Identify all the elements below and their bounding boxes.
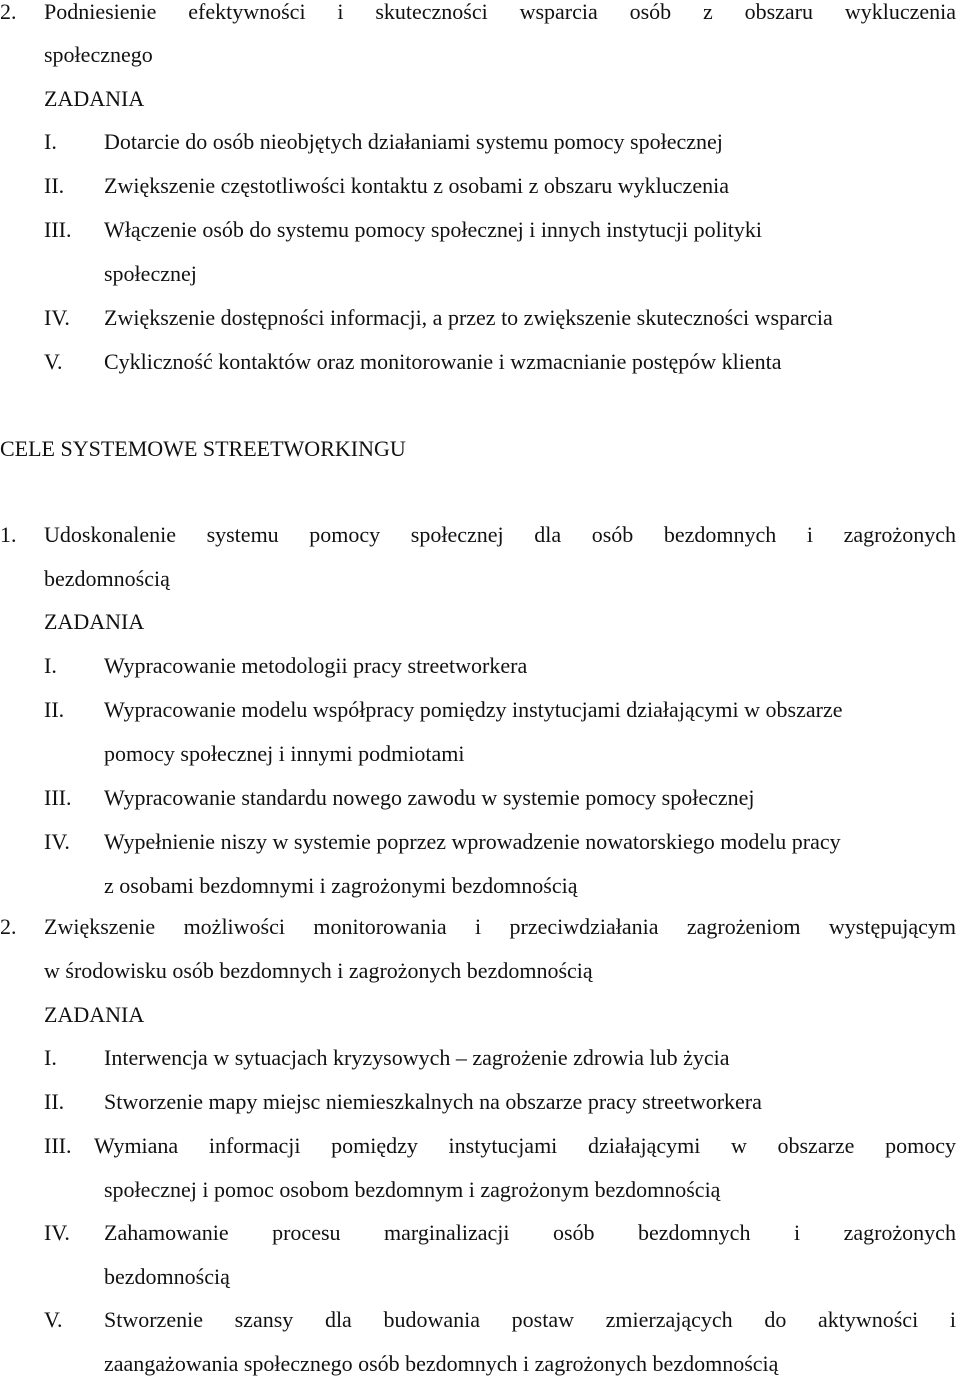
task-number: III. bbox=[44, 217, 72, 242]
justified-word: z bbox=[702, 0, 713, 24]
heading-number: 2. bbox=[0, 0, 17, 24]
justified-word: systemu bbox=[206, 522, 279, 547]
justified-word: szansy bbox=[234, 1307, 294, 1332]
task-text-continued: pomocy społecznej i innymi podmiotami bbox=[104, 741, 465, 766]
justified-word: dla bbox=[324, 1307, 352, 1332]
task-text: Dotarcie do osób nieobjętych działaniami systemu pomocy społecznej bbox=[104, 129, 723, 154]
justified-word: i bbox=[337, 0, 344, 24]
task-text: Wypracowanie standardu nowego zawodu w systemie pomocy społecznej bbox=[104, 785, 755, 810]
justified-word: postaw bbox=[511, 1307, 574, 1332]
task-text: Stworzenie mapy miejsc niemieszkalnych na obszarze pracy streetworkera bbox=[104, 1089, 762, 1114]
justified-word: pomocy bbox=[309, 522, 381, 547]
task-number: V. bbox=[44, 349, 63, 374]
justified-word: budowania bbox=[383, 1307, 481, 1332]
task-text: Cykliczność kontaktów oraz monitorowanie i wzmacnianie postępów klienta bbox=[104, 349, 782, 374]
heading-text-continued: społecznego bbox=[44, 42, 153, 67]
task-number: II. bbox=[44, 173, 65, 198]
justified-word: osób bbox=[629, 0, 672, 24]
task-text-continued: społecznej bbox=[104, 261, 197, 286]
task-text: Wypracowanie modelu współpracy pomiędzy instytucjami działającymi w obszarze bbox=[104, 697, 843, 722]
justified-word: Zahamowanie bbox=[104, 1220, 229, 1245]
section-title: CELE SYSTEMOWE STREETWORKINGU bbox=[0, 436, 406, 461]
justified-word: w bbox=[730, 1133, 747, 1158]
justified-word: osób bbox=[552, 1220, 595, 1245]
justified-word: pomiędzy bbox=[331, 1133, 418, 1158]
task-number: II. bbox=[44, 697, 65, 722]
task-text: Wypełnienie niszy w systemie poprzez wprowadzenie nowatorskiego modelu pracy bbox=[104, 829, 841, 854]
task-number: III. bbox=[44, 785, 72, 810]
task-text: Wypracowanie metodologii pracy streetworkera bbox=[104, 653, 528, 678]
task-number: II. bbox=[44, 1089, 65, 1114]
task-number: IV. bbox=[44, 829, 70, 854]
justified-word: społecznej bbox=[410, 522, 504, 547]
justified-word: i bbox=[949, 1307, 956, 1332]
justified-word: zagrożonych bbox=[843, 522, 956, 547]
justified-word: Wymiana bbox=[94, 1133, 179, 1158]
justified-word: Stworzenie bbox=[104, 1307, 203, 1332]
task-text: Zwiększenie częstotliwości kontaktu z osobami z obszaru wykluczenia bbox=[104, 173, 729, 198]
goal-number: 1. bbox=[0, 522, 17, 547]
tasks-label: ZADANIA bbox=[44, 609, 145, 634]
task-text: Interwencja w sytuacjach kryzysowych – zagrożenie zdrowia lub życia bbox=[104, 1045, 730, 1070]
goal-text bbox=[44, 520, 956, 550]
justified-word: zagrożonych bbox=[843, 1220, 956, 1245]
task-text bbox=[94, 1131, 956, 1161]
justified-word: obszaru bbox=[744, 0, 813, 24]
justified-word: informacji bbox=[208, 1133, 301, 1158]
justified-word: działającymi bbox=[587, 1133, 701, 1158]
tasks-label: ZADANIA bbox=[44, 1002, 145, 1027]
task-number: IV. bbox=[44, 305, 70, 330]
justified-word: Udoskonalenie bbox=[44, 522, 176, 547]
justified-word: bezdomnych bbox=[638, 1220, 751, 1245]
task-number: III. bbox=[44, 1133, 72, 1158]
task-text: Zwiększenie dostępności informacji, a przez to zwiększenie skuteczności wsparcia bbox=[104, 305, 833, 330]
justified-word: i bbox=[793, 1220, 801, 1245]
task-number: IV. bbox=[44, 1220, 70, 1245]
justified-word: skuteczności bbox=[375, 0, 488, 24]
justified-word: aktywności bbox=[817, 1307, 919, 1332]
justified-word: i bbox=[806, 522, 813, 547]
justified-word: efektywności bbox=[188, 0, 306, 24]
justified-word: zagrożeniom bbox=[686, 914, 801, 939]
task-text bbox=[104, 1218, 956, 1248]
justified-word: wsparcia bbox=[519, 0, 598, 24]
task-number: I. bbox=[44, 653, 57, 678]
justified-word: przeciwdziałania bbox=[509, 914, 659, 939]
task-number: I. bbox=[44, 129, 57, 154]
justified-word: Zwiększenie bbox=[44, 914, 156, 939]
justified-word: procesu bbox=[272, 1220, 341, 1245]
task-number: I. bbox=[44, 1045, 57, 1070]
justified-word: marginalizacji bbox=[384, 1220, 510, 1245]
justified-word: obszarze bbox=[777, 1133, 855, 1158]
task-text-continued: społecznej i pomoc osobom bezdomnym i zagrożonym bezdomnością bbox=[104, 1177, 721, 1202]
heading-text bbox=[44, 0, 956, 27]
justified-word: dla bbox=[534, 522, 562, 547]
justified-word: monitorowania bbox=[313, 914, 447, 939]
task-text-continued: z osobami bezdomnymi i zagrożonymi bezdomnością bbox=[104, 873, 578, 898]
justified-word: występującym bbox=[828, 914, 956, 939]
justified-word: zmierzających bbox=[605, 1307, 733, 1332]
justified-word: wykluczenia bbox=[844, 0, 956, 24]
goal-text-continued: bezdomnością bbox=[44, 566, 170, 591]
goal-text bbox=[44, 912, 956, 942]
justified-word: do bbox=[764, 1307, 787, 1332]
task-text: Włączenie osób do systemu pomocy społecznej i innych instytucji polityki bbox=[104, 217, 763, 242]
justified-word: osób bbox=[591, 522, 634, 547]
task-text-continued: bezdomnością bbox=[104, 1264, 230, 1289]
justified-word: Podniesienie bbox=[44, 0, 157, 24]
task-text-continued: zaangażowania społecznego osób bezdomnych i zagrożonych bezdomnością bbox=[104, 1351, 779, 1376]
justified-word: bezdomnych bbox=[663, 522, 777, 547]
goal-text-continued: w środowisku osób bezdomnych i zagrożonych bezdomnością bbox=[44, 958, 593, 983]
justified-word: możliwości bbox=[183, 914, 285, 939]
justified-word: pomocy bbox=[885, 1133, 956, 1158]
task-text bbox=[104, 1305, 956, 1335]
justified-word: i bbox=[474, 914, 482, 939]
goal-number: 2. bbox=[0, 914, 17, 939]
tasks-label: ZADANIA bbox=[44, 86, 145, 111]
task-number: V. bbox=[44, 1307, 63, 1332]
justified-word: instytucjami bbox=[448, 1133, 558, 1158]
